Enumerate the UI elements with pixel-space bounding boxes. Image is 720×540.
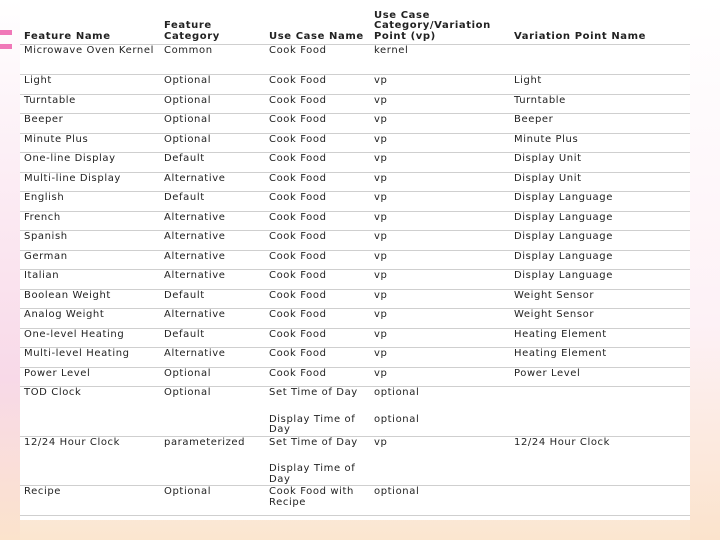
cell-feature: One-level Heating [20,328,160,348]
table-row [20,153,690,173]
cell-use-case: Cook Food [265,211,370,231]
cell-category: Default [160,192,265,212]
cell-feature: TOD Clock [20,387,160,437]
cell-use-case: Cook Food [265,172,370,192]
cell-feature: Beeper [20,114,160,134]
cell-vp-name: 12/24 Hour Clock [510,436,690,486]
cell-vp-name: Display Language [510,211,690,231]
cell-vp: vp [370,250,510,270]
cell-vp: vp [370,75,510,95]
table-row [20,211,690,231]
cell-vp-name [510,387,690,437]
cell-feature: Boolean Weight [20,289,160,309]
cell-vp-name: Display Language [510,231,690,251]
cell-use-case: Cook Food [265,192,370,212]
pink-accent-bar-bottom [0,44,12,49]
cell-vp-name: Display Unit [510,172,690,192]
cell-feature: Light [20,75,160,95]
cell-vp: optional [370,486,510,516]
header-use-case-name: Use Case Name [265,4,370,45]
cell-category: Optional [160,94,265,114]
cell-vp: vp [370,211,510,231]
cell-vp: vp [370,328,510,348]
table-row [20,172,690,192]
cell-category: parameterized [160,436,265,486]
table-row [20,133,690,153]
cell-use-case: Cook Food [265,348,370,368]
cell-vp-name [510,486,690,516]
header-use-case-category: Use Case Category/Variation Point (vp) [370,4,510,45]
cell-feature: Recipe [20,486,160,516]
left-decorative-bar [0,0,20,540]
cell-vp: vp [370,153,510,173]
cell-use-case: Set Time of Day [269,436,358,448]
table-row [20,75,690,95]
table-row [20,270,690,290]
cell-use-case: Cook Food with Recipe [265,486,370,516]
cell-feature: One-line Display [20,153,160,173]
cell-use-case-group [265,387,370,437]
cell-feature: Minute Plus [20,133,160,153]
cell-feature: Power Level [20,367,160,387]
cell-vp-name: Display Language [510,192,690,212]
table-row [20,289,690,309]
cell-category: Default [160,328,265,348]
cell-use-case: Cook Food [265,133,370,153]
cell-category: Optional [160,75,265,95]
cell-vp-name: Display Unit [510,153,690,173]
cell-vp: kernel [370,45,510,75]
cell-vp-name: Weight Sensor [510,309,690,329]
cell-use-case: Cook Food [265,270,370,290]
cell-vp-group [370,387,510,437]
cell-category: Optional [160,114,265,134]
cell-vp-name: Beeper [510,114,690,134]
cell-vp: vp [370,133,510,153]
table-row [20,94,690,114]
pink-accent-bar-top [0,30,12,35]
table-row [20,486,690,516]
cell-category: Default [160,289,265,309]
cell-vp: vp [370,348,510,368]
cell-feature: Multi-line Display [20,172,160,192]
cell-vp-2: optional [374,413,420,425]
cell-vp-name: Heating Element [510,348,690,368]
table-row [20,250,690,270]
cell-use-case: Cook Food [265,45,370,75]
cell-vp: vp [370,436,510,486]
cell-use-case: Cook Food [265,114,370,134]
table-row [20,45,690,75]
cell-feature: Turntable [20,94,160,114]
cell-feature: French [20,211,160,231]
feature-table [20,4,690,516]
header-variation-point-name: Variation Point Name [510,4,690,45]
cell-vp-name: Minute Plus [510,133,690,153]
cell-use-case: Set Time of Day [269,387,358,398]
cell-category: Alternative [160,211,265,231]
cell-vp: vp [370,367,510,387]
table-row [20,231,690,251]
table-row [20,436,690,486]
cell-use-case: Cook Food [265,231,370,251]
cell-vp-name [510,45,690,75]
cell-vp-name: Weight Sensor [510,289,690,309]
cell-vp-name: Power Level [510,367,690,387]
cell-vp: vp [370,94,510,114]
cell-use-case: Cook Food [265,75,370,95]
cell-category: Alternative [160,231,265,251]
cell-category: Alternative [160,172,265,192]
cell-vp-name: Heating Element [510,328,690,348]
cell-category: Alternative [160,270,265,290]
cell-category: Optional [160,387,265,437]
cell-feature: 12/24 Hour Clock [20,436,160,486]
cell-feature: German [20,250,160,270]
cell-use-case: Cook Food [265,328,370,348]
cell-use-case: Cook Food [265,250,370,270]
cell-use-case: Cook Food [265,367,370,387]
cell-category: Optional [160,486,265,516]
cell-use-case-2: Display Time of Day [269,463,356,485]
header-feature-name: Feature Name [20,4,160,45]
cell-vp: vp [370,231,510,251]
cell-feature: English [20,192,160,212]
cell-use-case: Cook Food [265,94,370,114]
cell-feature: Multi-level Heating [20,348,160,368]
cell-use-case-2: Display Time of Day [269,413,356,435]
cell-use-case-group [265,436,370,486]
cell-vp-name: Light [510,75,690,95]
cell-category: Optional [160,367,265,387]
cell-feature: Analog Weight [20,309,160,329]
header-feature-category: Feature Category [160,4,265,45]
cell-category: Default [160,153,265,173]
table-row [20,192,690,212]
cell-use-case: Cook Food [265,153,370,173]
table-row [20,114,690,134]
cell-vp-name: Display Language [510,250,690,270]
cell-category: Alternative [160,250,265,270]
table-row [20,309,690,329]
cell-vp: vp [370,270,510,290]
table-header-row [20,4,690,45]
cell-use-case: Cook Food [265,289,370,309]
cell-use-case: Cook Food [265,309,370,329]
cell-feature: Spanish [20,231,160,251]
cell-category: Common [160,45,265,75]
feature-table-document [20,4,690,520]
cell-feature: Microwave Oven Kernel [20,45,160,75]
table-row [20,387,690,437]
cell-vp: vp [370,172,510,192]
cell-vp-name: Display Language [510,270,690,290]
table-row [20,348,690,368]
cell-category: Alternative [160,309,265,329]
table-row [20,367,690,387]
cell-category: Optional [160,133,265,153]
cell-vp: vp [370,114,510,134]
cell-category: Alternative [160,348,265,368]
cell-vp: vp [370,192,510,212]
cell-vp: vp [370,289,510,309]
cell-feature: Italian [20,270,160,290]
right-decorative-edge [690,0,720,540]
cell-vp: vp [370,309,510,329]
cell-vp-name: Turntable [510,94,690,114]
table-row [20,328,690,348]
cell-vp: optional [374,387,420,398]
